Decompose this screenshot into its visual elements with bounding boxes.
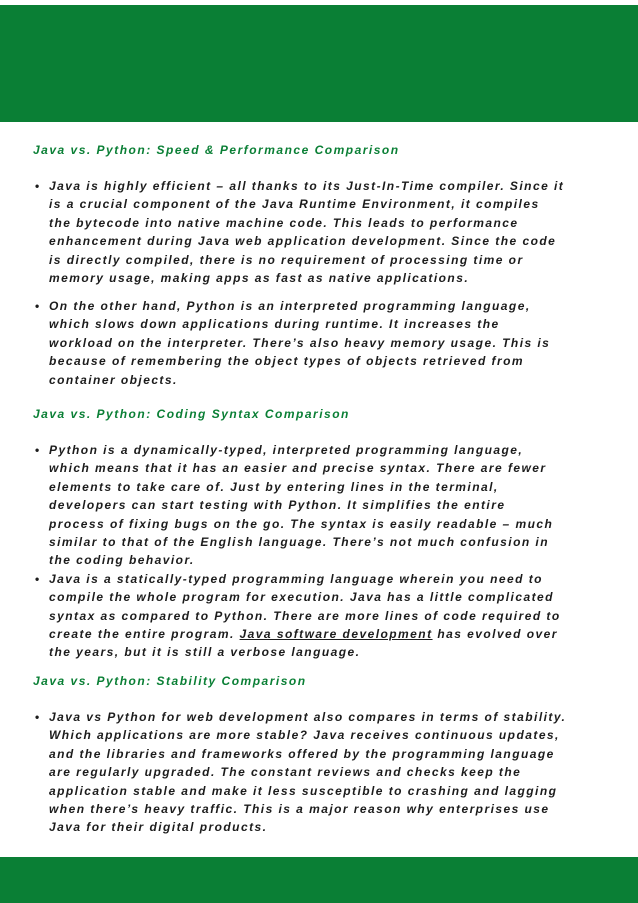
list-item: • Python is a dynamically-typed, interpreted programming language, which means that it has an easier and precise syntax. There are fewer elements to take care of. Just by entering lines in the terminal, developers can start testing with Python. It simplifies the entire process of fixing bugs on the go. The syntax is easily readable – much similar to that of the English language. There’s not much confusion in the coding behavior.	[35, 443, 554, 568]
syntax-bullet-list	[33, 441, 623, 662]
footer-band	[0, 857, 638, 903]
bullet-icon: •	[35, 179, 41, 193]
stability-bullet-list	[33, 708, 623, 837]
list-item: • Java vs Python for web development also compares in terms of stability. Which applications are more stable? Java receives continuous updates, and the libraries and frameworks offered by the programming language are regularly upgraded. The constant reviews and checks keep the application stable and make it less susceptible to crashing and lagging when there’s heavy traffic. This is a major reason why enterprises use Java for their digital products.	[35, 710, 567, 835]
list-item: • Java is highly efficient – all thanks to its Just-In-Time compiler. Since it is a crucial component of the Java Runtime Environment, it compiles the bytecode into native machine code. This leads to performance enhancement during Java web application development. Since the code is directly compiled, there is no requirement of processing time or memory usage, making apps as fast as native applications.	[35, 179, 565, 286]
bullet-icon: •	[35, 443, 41, 457]
list-item: • Java is a statically-typed programming language wherein you need to compile the whole program for execution. Java has a little complicated syntax as compared to Python. There are more lines of code required to create the entire program. Java software development has evolved over the years, but it is still a verbose language.	[35, 571, 561, 660]
speed-bullet-list	[33, 177, 623, 287]
list-item: • On the other hand, Python is an interpreted programming language, which slows down applications during runtime. It increases the workload on the interpreter. There’s also heavy memory usage. This is because of remembering the object types of objects retrieved from container objects.	[35, 299, 551, 387]
bullet-icon: •	[35, 299, 41, 313]
speed-bullet-list-2	[33, 297, 623, 389]
section-heading-stability: Java vs. Python: Stability Comparison	[33, 674, 307, 688]
header-band	[0, 5, 638, 122]
java-software-development-link[interactable]: Java software development	[239, 627, 433, 642]
bullet-icon: •	[35, 571, 41, 586]
bullet-icon: •	[35, 710, 41, 724]
section-heading-syntax: Java vs. Python: Coding Syntax Comparison	[33, 407, 350, 421]
section-heading-speed: Java vs. Python: Speed & Performance Comparison	[33, 143, 400, 157]
